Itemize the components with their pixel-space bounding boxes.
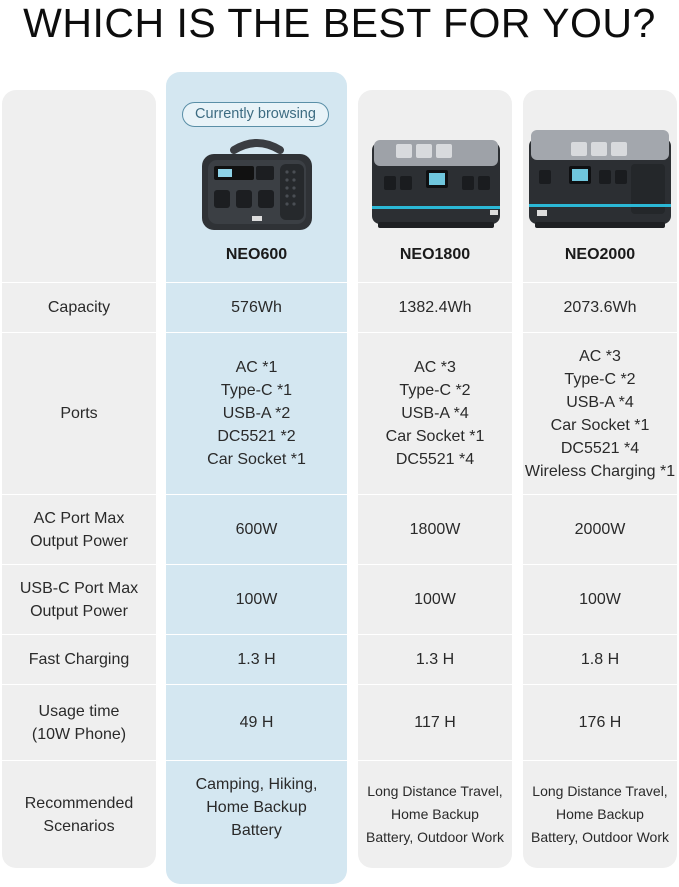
ports-list — [525, 345, 675, 483]
label-capacity: Capacity — [2, 282, 156, 332]
label-scenarios — [2, 760, 156, 868]
neo2000-ports — [523, 332, 677, 494]
currently-browsing-badge: Currently browsing — [182, 102, 329, 127]
label-fast-charging: Fast Charging — [2, 634, 156, 684]
text-line: USB-A *2 — [222, 405, 291, 422]
product-column-neo600 — [166, 72, 347, 884]
text-line: DC5521 *4 — [395, 451, 475, 468]
text-line: AC *1 — [235, 359, 278, 376]
text-line: Long Distance Travel, — [367, 783, 503, 799]
neo1800-capacity: 1382.4Wh — [358, 282, 512, 332]
ports-list — [386, 356, 485, 471]
product-column-neo1800 — [358, 90, 512, 868]
text-line: Recommended — [24, 794, 134, 812]
text-line: Type-C *1 — [220, 382, 293, 399]
label-ports: Ports — [2, 332, 156, 494]
neo1800-usage-time: 117 H — [358, 684, 512, 760]
text-line: Battery, Outdoor Work — [366, 829, 504, 845]
product-name-neo2000: NEO2000 — [564, 246, 636, 263]
text-line: DC5521 *4 — [560, 439, 640, 457]
text-line: USB-C Port Max — [19, 579, 139, 597]
ports-list — [207, 356, 306, 471]
text-line: Type-C *2 — [399, 382, 471, 399]
label-usbc-power — [2, 564, 156, 634]
text-line: Type-C *2 — [564, 370, 636, 388]
text-line: Home Backup — [206, 799, 307, 816]
text-line: Battery — [231, 822, 282, 839]
neo2000-usbc-power: 100W — [523, 564, 677, 634]
text-line: Home Backup — [391, 806, 479, 822]
text-line: Usage time — [38, 702, 120, 720]
neo1800-scenarios — [358, 760, 512, 868]
text-line: DC5521 *2 — [217, 428, 296, 445]
text-line: Car Socket *1 — [385, 428, 485, 445]
label-multiline — [25, 792, 134, 838]
text-line: Battery, Outdoor Work — [531, 829, 669, 845]
text-line: Home Backup — [556, 806, 644, 822]
product-name-neo600: NEO600 — [225, 246, 288, 263]
neo1800-ports — [358, 332, 512, 494]
label-multiline — [30, 507, 128, 553]
neo600-capacity: 576Wh — [166, 282, 347, 332]
text-line: USB-A *4 — [401, 405, 469, 422]
neo600-product-image — [194, 138, 320, 234]
product-column-neo2000 — [523, 90, 677, 868]
scenarios-list — [531, 780, 669, 849]
labels-column — [2, 90, 156, 868]
text-line: AC *3 — [579, 347, 621, 365]
text-line: Long Distance Travel, — [532, 783, 668, 799]
neo2000-product-image — [527, 128, 673, 232]
label-multiline — [20, 577, 138, 623]
scenarios-list — [196, 773, 318, 842]
neo600-usbc-power: 100W — [166, 564, 347, 634]
text-line: AC *3 — [414, 359, 456, 376]
neo600-fast-charging: 1.3 H — [166, 634, 347, 684]
neo2000-capacity: 2073.6Wh — [523, 282, 677, 332]
neo2000-usage-time: 176 H — [523, 684, 677, 760]
neo1800-usbc-power: 100W — [358, 564, 512, 634]
page-title: WHICH IS THE BEST FOR YOU? — [23, 0, 656, 46]
neo2000-scenarios — [523, 760, 677, 868]
text-line: Camping, Hiking, — [195, 776, 318, 793]
text-line: Car Socket *1 — [207, 451, 306, 468]
scenarios-list — [366, 780, 504, 849]
label-multiline — [32, 700, 126, 746]
label-usage-time — [2, 684, 156, 760]
text-line: Car Socket *1 — [550, 416, 650, 434]
neo600-ac-power: 600W — [166, 494, 347, 564]
text-line: Wireless Charging *1 — [524, 462, 676, 480]
neo600-scenarios — [166, 760, 347, 884]
text-line: Scenarios — [43, 817, 115, 835]
neo1800-ac-power: 1800W — [358, 494, 512, 564]
neo2000-fast-charging: 1.8 H — [523, 634, 677, 684]
product-name-neo1800: NEO1800 — [399, 246, 471, 263]
text-line: Output Power — [30, 532, 128, 550]
neo2000-ac-power: 2000W — [523, 494, 677, 564]
label-ac-power — [2, 494, 156, 564]
neo600-usage-time: 49 H — [166, 684, 347, 760]
text-line: (10W Phone) — [31, 725, 127, 743]
neo1800-fast-charging: 1.3 H — [358, 634, 512, 684]
text-line: USB-A *4 — [566, 393, 634, 411]
text-line: AC Port Max — [33, 509, 125, 527]
neo600-ports — [166, 332, 347, 494]
neo1800-product-image — [370, 136, 502, 232]
text-line: Output Power — [30, 602, 128, 620]
